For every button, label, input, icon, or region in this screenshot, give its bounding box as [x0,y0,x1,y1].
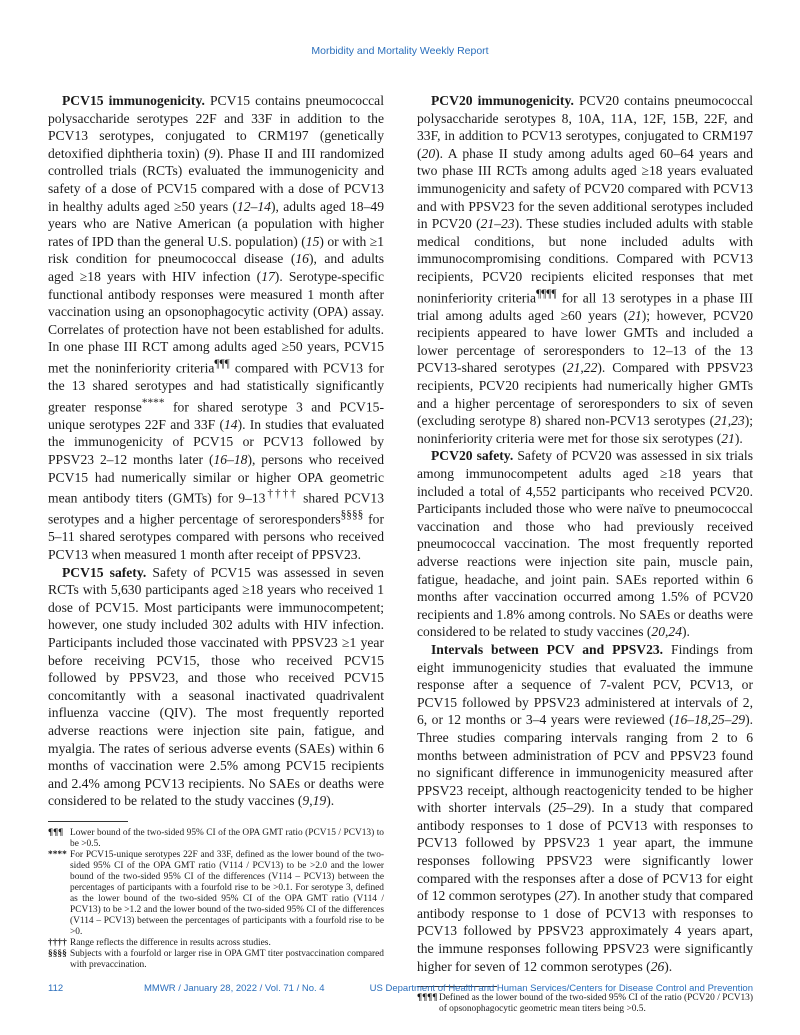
footnote [48,850,384,938]
paragraph-pcv15-immunogenicity: PCV15 immunogenicity. PCV15 contains pneumococcal polysaccharide serotypes 22F and 33F in addition to the PCV13 serotypes, conjugated to CRM197 (genetically detoxified diphtheria toxin) (9). Phase II and III randomized controlled trials (RCTs) evaluated the immunogenicity and safety of a dose of PCV15 compared with a dose of PCV13 in healthy adults aged ≥50 years (12–14), adults aged 18–49 years who are Native American (a population with higher rates of IPD than the general U.S. population) (15) or with ≥1 risk condition for pneumococcal disease (16), and adults aged ≥18 years with HIV infection (17). Serotype-specific functional antibody responses were measured 1 month after vaccination using an opsonophagocytic activity (OPA) assay. Correlates of protection have not been established for adults. In one phase III RCT among adults aged ≥50 years, PCV15 met the noninferiority criteria¶¶¶ compared with PCV13 for the 13 shared serotypes and had statistically significantly greater response**** for shared serotype 3 and PCV15-unique serotypes 22F and 33F (14). In studies that evaluated the immunogenicity of PCV15 or PCV13 followed by PPSV23 2–12 months later (16–18), persons who received PCV15 had numerically similar or higher OPA geometric mean antibody titers (GMTs) for 9–13†††† shared PCV13 serotypes and a higher percentage of seroresponders§§§§ for 5–11 shared serotypes compared with persons who received PCV13 when measured 1 month after receipt of PPSV23. [48,93,385,562]
heading-pcv20-immunogenicity: PCV20 immunogenicity. [431,93,574,108]
footnote-mark: †††† [48,937,67,948]
footnote-marker[interactable]: †††† [265,488,298,501]
reference-link[interactable]: 26 [650,958,665,974]
heading-pcv15-immunogenicity: PCV15 immunogenicity. [62,93,205,108]
footnote-mark: ¶¶¶ [48,827,64,838]
heading-intervals: Intervals between PCV and PPSV23. [431,641,664,657]
reference-link[interactable]: 21 [566,360,581,376]
reference-link[interactable]: 16–18 [673,712,708,728]
footnote-divider [48,821,128,822]
right-column [417,92,753,1015]
reference-link[interactable]: 21 [721,430,735,446]
reference-link[interactable]: 22 [583,360,598,376]
left-column [48,92,384,971]
paragraph-pcv20-safety: PCV20 safety. Safety of PCV20 was assessed in six trials among immunocompetent adults aged ≥18 years that included a total of 4,552 participants who received PCV20. Participants included those who were naïve to pneumococcal vaccination and those who had previously received pneumococcal vaccination. The most frequently reported adverse reactions were injection site pain, muscle pain, fatigue, headache, and joint pain. SAEs reported within 6 months after vaccination occurred among 1.5% of PCV20 recipients and 1.8% among controls. No SAEs or deaths were considered to be related to study vaccines (20,24). [417,448,753,640]
paragraph-intervals: Intervals between PCV and PPSV23. Findings from eight immunogenicity studies that evaluated the immune response after a sequence of 7-valent PCV, PCV13, or PCV15 followed by PPSV23 administered at intervals of 2, 6, or 12 months or 3–4 years were reviewed (16–18,25–29). Three studies comparing intervals ranging from 2 to 6 months between administration of PCV and PPSV23 found no significant difference in immunogenicity measured after PPSV23 receipt, although reactogenicity tended to be higher with shorter intervals (25–29). In a study that compared antibody responses to 1 dose of PCV13 with responses to PCV13 followed by PPSV23 1 year apart, the immune responses following PPSV23 were significantly lower compared with the responses after a dose of PCV13 for eight of 12 common serotypes (27). In another study that compared antibody response to 1 dose of PCV13 with responses to PCV13 followed by PPSV23 approximately 4 years apart, the immune responses following PPSV23 were significantly higher for seven of 12 common serotypes (26). [417,641,754,974]
footnote [417,993,753,1015]
reference-link[interactable]: 27 [558,888,573,904]
footnote-mark: **** [48,849,67,860]
footnote [48,828,384,850]
reference-link[interactable]: 21 [714,413,728,429]
footnote-text: Subjects with a fourfold or larger rise in OPA GMT titer postvaccination compared with prevaccination. [70,948,384,970]
reference-link[interactable]: 25–29 [711,712,746,728]
reference-link[interactable]: 16–18 [213,451,248,467]
footnote-text: Lower bound of the two-sided 95% CI of the OPA GMT ratio (PCV15 / PCV13) to be >0.5. [70,827,384,849]
footnote-text: Range reflects the difference in results across studies. [70,937,271,948]
reference-link[interactable]: 21 [628,307,642,323]
reference-link[interactable]: 20 [421,145,436,161]
reference-link[interactable]: 19 [312,793,327,809]
reference-link[interactable]: 17 [261,268,275,284]
footnote-marker[interactable]: **** [141,396,165,409]
footnote [48,949,384,971]
reference-link[interactable]: 15 [305,233,320,249]
page-number: 112 [48,983,64,994]
heading-pcv20-safety: PCV20 safety. [431,448,514,464]
reference-link[interactable]: 9 [302,793,310,809]
paragraph-pcv20-immunogenicity: PCV20 immunogenicity. PCV20 contains pneumococcal polysaccharide serotypes 8, 10A, 11A, 12F, 15B, 22F, and 33F, in addition to PCV13 serotypes, conjugated to CRM197 (20). A phase II study among adults aged 60–64 years and two phase III RCTs among adults aged ≥18 years evaluated immunogenicity and safety of PCV20 compared with PCV13 and with PPSV23 for the seven additional serotypes included in PCV20 (21–23). These studies included adults with stable medical conditions, but none included adults with immunocompromising conditions. Compared with PCV13 recipients, PCV20 recipients elicited responses that met noninferiority criteria¶¶¶¶ for all 13 serotypes in a phase III trial among adults aged ≥60 years (21); however, PCV20 recipients appeared to have lower GMTs and included a lower percentage of seroresponders to 12–13 of the 13 PCV13-shared serotypes (21,22). Compared with PPSV23 recipients, PCV20 recipients had numerically higher GMTs and a higher percentage of seroresponders to six of seven (excluding serotype 8) shared non-PCV13 serotypes (21,23); noninferiority criteria were met for those six serotypes (21). [417,93,753,446]
footnote-marker[interactable]: §§§§ [340,509,364,522]
footnote-mark: ¶¶¶¶ [417,993,438,1004]
reference-link[interactable]: 21–23 [480,216,515,232]
issue-info: MMWR / January 28, 2022 / Vol. 71 / No. 4 [144,983,325,994]
heading-pcv15-safety: PCV15 safety. [62,564,147,580]
paragraph-pcv15-safety: PCV15 safety. Safety of PCV15 was assessed in seven RCTs with 5,630 participants aged ≥18 years who received 1 dose of PCV15. Most participants were immunocompetent; however, one study included 302 adults with HIV infection. Participants included those vaccinated with PPSV23 ≥1 year before receiving PCV15, those who received PCV15 followed by PPSV23, and those who received PCV15 concomitantly with a seasonal inactivated quadrivalent influenza vaccine (QIV). The most frequently reported adverse reactions were injection site pain, fatigue, and myalgia. The rates of serious adverse events (SAEs) within 6 months of vaccination were 2.5% among PCV15 recipients and 2.4% among PCV13 recipients. No SAEs or deaths were considered to be related to the study vaccines (9,19). [48,564,384,809]
reference-link[interactable]: 14 [223,416,238,432]
reference-link[interactable]: 23 [731,413,745,429]
running-header: Morbidity and Mortality Weekly Report [311,45,489,57]
reference-link[interactable]: 12–14 [236,198,271,214]
footnote-mark: §§§§ [48,948,67,959]
reference-link[interactable]: 16 [295,251,309,267]
footnote-text: For PCV15-unique serotypes 22F and 33F, defined as the lower bound of the two-sided 95% CI of the OPA GMT ratio (V114 / PCV13) to be >2.0 and the lower bound of the two-sided 95% CI of the differences (V114 – PCV13) between the percentages of participants with a fourfold rise to be >0.1. For serotype 3, defined as the lower bound of the two-sided 95% CI of the OPA GMT ratio (V114 / PCV13) to be >1.2 and the lower bound of the two-sided 95% CI of the differences (V114 – PCV13) between the percentages of participants with a fourfold rise to be >0. [70,849,384,937]
footnote [48,938,384,949]
footnote-marker[interactable]: ¶¶¶ [214,357,230,370]
footnote-text: Defined as the lower bound of the two-sided 95% CI of the ratio (PCV20 / PCV13) of opsonophagocytic geometric mean titers being >0.5. [439,993,753,1015]
reference-link[interactable]: 24 [668,624,682,640]
reference-link[interactable]: 25–29 [552,800,587,816]
footnote-marker[interactable]: ¶¶¶¶ [536,287,557,300]
reference-link[interactable]: 9 [208,145,216,161]
publisher: US Department of Health and Human Services/Centers for Disease Control and Prevention [369,983,753,994]
reference-link[interactable]: 20 [651,624,665,640]
